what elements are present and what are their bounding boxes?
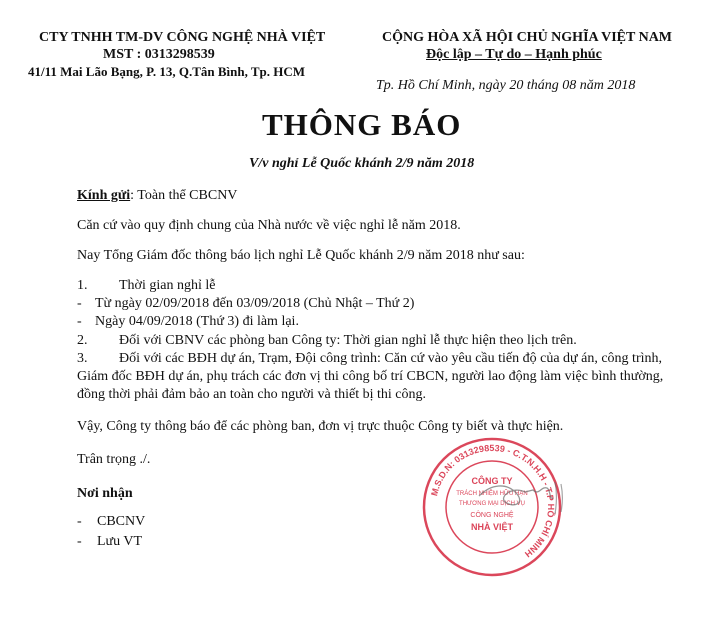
item3-line3: đồng thời phải đảm bảo an toàn cho người và thiết bị thi công.	[77, 387, 426, 402]
basis-paragraph: Căn cứ vào quy định chung của Nhà nước về việc nghỉ lễ năm 2018.	[77, 218, 461, 233]
document-title: THÔNG BÁO	[262, 107, 462, 142]
country-header: CỘNG HÒA XÃ HỘI CHỦ NGHĨA VIỆT NAM	[382, 30, 673, 45]
bullet1-text: Từ ngày 02/09/2018 đến 03/09/2018 (Chủ Nhật – Thứ 2)	[95, 296, 415, 311]
bullet2-text: Ngày 04/09/2018 (Thứ 3) đi làm lại.	[95, 314, 299, 329]
regards-text: Trân trọng ./.	[77, 452, 151, 467]
bullet-marker: -	[77, 314, 82, 329]
seal-line-2: TRÁCH NHIỆM HỮU HẠN	[456, 491, 528, 497]
recipient-value: Toàn thể CBCNV	[134, 188, 238, 203]
item2-number: 2.	[77, 333, 88, 348]
recipient-line	[77, 188, 237, 204]
seal-line-4: CÔNG NGHỆ	[470, 512, 514, 519]
seal-line-5: NHÀ VIỆT	[470, 522, 514, 532]
item1-number: 1.	[77, 278, 88, 293]
recipient-item: Lưu VT	[97, 534, 143, 549]
item3-number: 3.	[77, 351, 88, 366]
bullet-marker: -	[77, 514, 82, 529]
announce-paragraph: Nay Tổng Giám đốc thông báo lịch nghỉ Lễ Quốc khánh 2/9 năm 2018 như sau:	[77, 248, 525, 263]
place-date: Tp. Hồ Chí Minh, ngày 20 tháng 08 năm 2018	[376, 78, 636, 93]
recipient-colon: :	[130, 188, 135, 203]
recipient-item: CBCNV	[97, 514, 146, 529]
seal-ring-text: M.S.D.N: 0313298539 - C.T.N.H.H - T.P HỒ CHÍ MINH	[429, 442, 557, 560]
closing-paragraph: Vậy, Công ty thông báo để các phòng ban, đơn vị trực thuộc Công ty biết và thực hiện.	[77, 419, 564, 434]
seal-graphic	[424, 439, 560, 575]
recipients-title: Nơi nhận	[77, 486, 133, 501]
bullet-marker: -	[77, 296, 82, 311]
recipient-label: Kính gửi	[77, 188, 131, 203]
document-subject: V/v nghỉ Lễ Quốc khánh 2/9 năm 2018	[249, 156, 475, 171]
seal-line-3: THƯƠNG MẠI DỊCH VỤ	[459, 501, 525, 507]
company-seal-stamp	[421, 436, 563, 578]
seal-line-1: CÔNG TY	[471, 476, 513, 486]
tax-id: MST : 0313298539	[103, 47, 215, 62]
bullet-marker: -	[77, 534, 82, 549]
item3-line1: Đối với các BĐH dự án, Trạm, Đội công trình: Căn cứ vào yêu cầu tiến độ của dự án, công trình,	[119, 351, 662, 366]
item3-line2: Giám đốc BĐH dự án, phụ trách các đơn vị thi công bố trí CBCN, người lao động làm việc bình thường,	[77, 369, 664, 384]
company-name: CTY TNHH TM-DV CÔNG NGHỆ NHÀ VIỆT	[39, 30, 326, 45]
item1-text: Thời gian nghỉ lễ	[119, 278, 216, 293]
item2-text: Đối với CBNV các phòng ban Công ty: Thời gian nghỉ lễ thực hiện theo lịch trên.	[119, 333, 577, 348]
national-motto: Độc lập – Tự do – Hạnh phúc	[426, 47, 602, 62]
company-address: 41/11 Mai Lão Bạng, P. 13, Q.Tân Bình, Tp. HCM	[28, 64, 306, 79]
